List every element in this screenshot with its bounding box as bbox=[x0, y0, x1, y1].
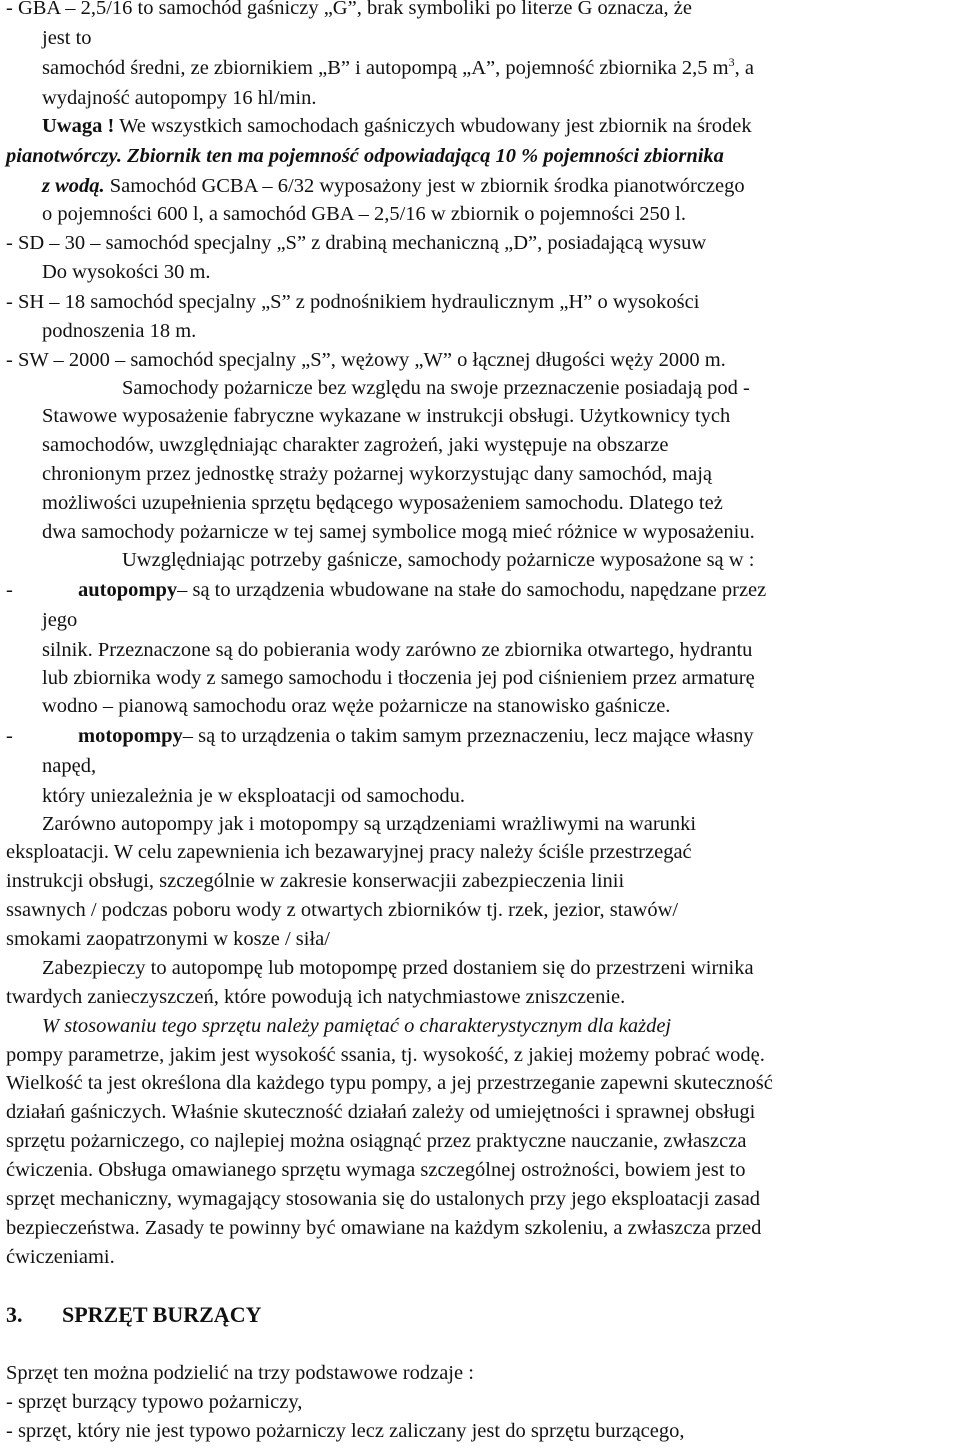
list-item: - sprzęt, który nie jest typowo pożarniczy lecz zaliczany jest do sprzętu burzącego, bbox=[6, 1420, 685, 1442]
text-span: , a bbox=[734, 57, 754, 79]
section-number: 3. bbox=[6, 1302, 23, 1327]
italic-line: W stosowaniu tego sprzętu należy pamiętać o charakterystycznym dla każdej bbox=[42, 1015, 672, 1037]
text-line bbox=[78, 576, 954, 605]
text-line: Zabezpieczy to autopompę lub motopompę przed dostaniem się do przestrzeni wirnika bbox=[42, 957, 754, 979]
text-line: silnik. Przeznaczone są do pobierania wody zarówno ze zbiornika otwartego, hydrantu bbox=[42, 639, 753, 661]
text-line: Samochody pożarnicze bez względu na swoje przeznaczenie posiadają pod - bbox=[122, 377, 750, 399]
text-line: - GBA – 2,5/16 to samochód gaśniczy „G”, brak symboliki po literze G oznacza, że bbox=[6, 0, 692, 19]
term-autopompy: autopompy bbox=[78, 579, 178, 601]
text-line: sprzęt mechaniczny, wymagający stosowania się do ustalonych przy jego eksploatacji zasad bbox=[6, 1188, 761, 1210]
text-line bbox=[42, 172, 745, 201]
superscript: 3 bbox=[728, 55, 735, 69]
text-line bbox=[42, 112, 752, 141]
text-line: instrukcji obsługi, szczególnie w zakresie konserwacjii zabezpieczenia linii bbox=[6, 870, 625, 892]
text-span: – są to urządzenia wbudowane na stałe do samochodu, napędzane przez bbox=[177, 579, 767, 601]
list-dash: - bbox=[6, 579, 13, 601]
text-span: Samochód GCBA – 6/32 wyposażony jest w zbiornik środka pianotwórczego bbox=[104, 175, 745, 197]
text-line: napęd, bbox=[42, 755, 97, 777]
text-line: bezpieczeństwa. Zasady te powinny być omawiane na każdym szkoleniu, a zwłaszcza przed bbox=[6, 1217, 762, 1239]
text-span: We wszystkich samochodach gaśniczych wbudowany jest zbiornik na środek bbox=[114, 115, 752, 137]
text-line: ssawnych / podczas poboru wody z otwartych zbiorników tj. rzek, jezior, stawów/ bbox=[6, 899, 679, 921]
text-line: sprzętu pożarniczego, co najlepiej można osiągnąć przez praktyczne nauczanie, zwłaszcza bbox=[6, 1130, 747, 1152]
text-line: o pojemności 600 l, a samochód GBA – 2,5/16 w zbiornik o pojemności 250 l. bbox=[42, 203, 686, 225]
list-item: - sprzęt burzący typowo pożarniczy, bbox=[6, 1391, 303, 1413]
text-line bbox=[42, 54, 954, 83]
emphasis-line: pianotwórczy. Zbiornik ten ma pojemność odpowiadającą 10 % pojemności zbiornika bbox=[6, 145, 724, 167]
text-line: ćwiczenia. Obsługa omawianego sprzętu wymaga szczególnej ostrożności, bowiem jest to bbox=[6, 1159, 746, 1181]
text-line: Wielkość ta jest określona dla każdego typu pompy, a jej przestrzeganie zapewni skuteczność bbox=[6, 1072, 773, 1094]
text-line: pompy parametrze, jakim jest wysokość ssania, tj. wysokość, z jakiej możemy pobrać wodę. bbox=[6, 1044, 765, 1066]
emphasis-span: z wodą. bbox=[42, 175, 105, 197]
text-line: Sprzęt ten można podzielić na trzy podstawowe rodzaje : bbox=[6, 1362, 474, 1384]
text-line: jego bbox=[42, 609, 78, 631]
text-line: samochodów, uwzględniając charakter zagrożeń, jaki występuje na obszarze bbox=[42, 434, 669, 456]
text-span: – są to urządzenia o takim samym przeznaczeniu, lecz mające własny bbox=[182, 725, 754, 747]
text-line: twardych zanieczyszczeń, które powodują ich natychmiastowe zniszczenie. bbox=[6, 986, 626, 1008]
text-span: samochód średni, ze zbiornikiem „B” i autopompą „A”, pojemność zbiornika 2,5 m bbox=[42, 57, 729, 79]
text-line bbox=[78, 722, 954, 751]
text-line: możliwości uzupełnienia sprzętu będącego wyposażeniem samochodu. Dlatego też bbox=[42, 492, 723, 514]
text-line: działań gaśniczych. Właśnie skuteczność działań zależy od umiejętności i sprawnej obsługi bbox=[6, 1101, 756, 1123]
text-line: jest to bbox=[42, 27, 92, 49]
text-line: Uwzględniając potrzeby gaśnicze, samochody pożarnicze wyposażone są w : bbox=[122, 549, 755, 571]
text-line: chronionym przez jednostkę straży pożarnej wykorzystując dany samochód, mają bbox=[42, 463, 713, 485]
text-line: smokami zaopatrzonymi w kosze / siła/ bbox=[6, 928, 330, 950]
section-heading: SPRZĘT BURZĄCY bbox=[62, 1302, 262, 1327]
text-line: który uniezależnia je w eksploatacji od samochodu. bbox=[42, 785, 465, 807]
text-line: - SH – 18 samochód specjalny „S” z podnośnikiem hydraulicznym „H” o wysokości bbox=[6, 291, 700, 313]
text-line: - SW – 2000 – samochód specjalny „S”, wężowy „W” o łącznej długości węży 2000 m. bbox=[6, 349, 726, 371]
text-line: podnoszenia 18 m. bbox=[42, 320, 197, 342]
text-line: - SD – 30 – samochód specjalny „S” z drabiną mechaniczną „D”, posiadającą wysuw bbox=[6, 232, 707, 254]
text-line: lub zbiornika wody z samego samochodu i tłoczenia jej pod ciśnieniem przez armaturę bbox=[42, 667, 755, 689]
text-line: wydajność autopompy 16 hl/min. bbox=[42, 87, 317, 109]
text-line: Stawowe wyposażenie fabryczne wykazane w instrukcji obsługi. Użytkownicy tych bbox=[42, 405, 731, 427]
warning-label: Uwaga ! bbox=[42, 115, 115, 137]
text-line: ćwiczeniami. bbox=[6, 1246, 115, 1268]
text-line: wodno – pianową samochodu oraz węże pożarnicze na stanowisko gaśnicze. bbox=[42, 695, 671, 717]
text-line: dwa samochody pożarnicze w tej samej symbolice mogą mieć różnice w wyposażeniu. bbox=[42, 521, 755, 543]
text-line: eksploatacji. W celu zapewnienia ich bezawaryjnej pracy należy ściśle przestrzegać bbox=[6, 841, 692, 863]
text-line: Do wysokości 30 m. bbox=[42, 261, 211, 283]
text-line: Zarówno autopompy jak i motopompy są urządzeniami wrażliwymi na warunki bbox=[42, 813, 697, 835]
term-motopompy: motopompy bbox=[78, 725, 183, 747]
list-dash: - bbox=[6, 725, 13, 747]
